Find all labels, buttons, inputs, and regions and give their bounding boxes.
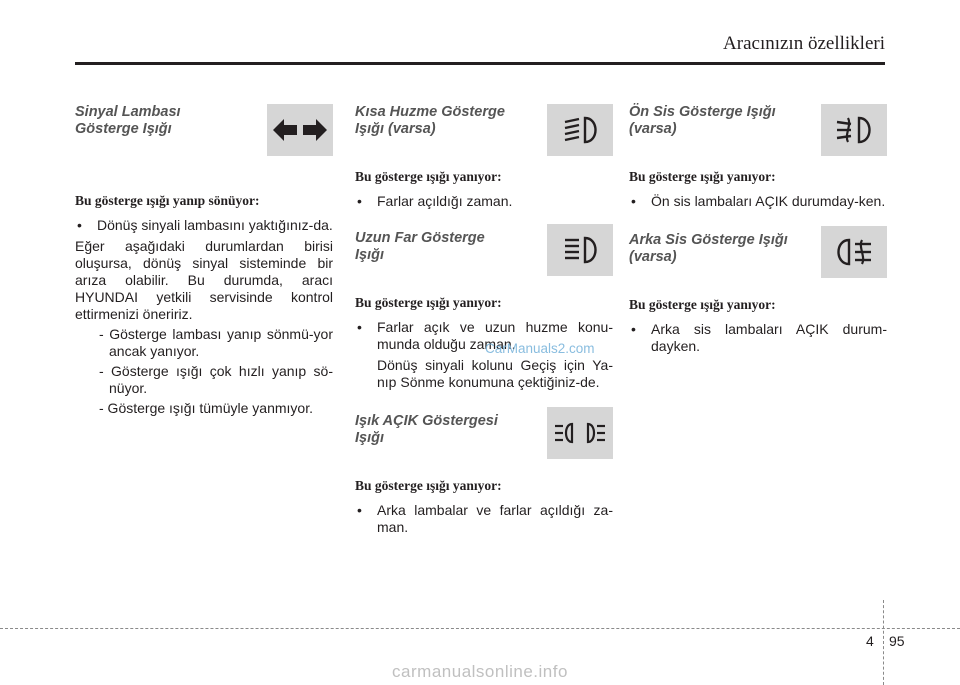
lead-text: Bu gösterge ışığı yanıp sönüyor: bbox=[75, 193, 260, 208]
footer-dashed-rule bbox=[0, 628, 960, 629]
lead-text: Bu gösterge ışığı yanıyor: bbox=[355, 478, 502, 493]
page-number: 95 bbox=[889, 633, 905, 649]
paragraph: Eğer aşağıdaki durumlardan birisi oluşursa, dönüş sinyal sisteminde bir arıza olabilir. Bu durumda, aracı HYUNDAI yetkili servisinde kontrol ettirmenizi öneririz. bbox=[75, 238, 333, 322]
dash-item: - Gösterge lambası yanıp sönmü-yor ancak yanıyor. bbox=[99, 326, 333, 359]
section-heading: Ön Sis Gösterge Işığı (varsa) bbox=[629, 104, 776, 137]
watermark: CarManuals2.com bbox=[485, 341, 595, 356]
section-heading: Uzun Far Gösterge Işığı bbox=[355, 230, 485, 263]
section-heading: Işık AÇIK Göstergesi Işığı bbox=[355, 413, 498, 446]
section-heading: Kısa Huzme Gösterge Işığı (varsa) bbox=[355, 104, 505, 137]
column-3 bbox=[629, 104, 887, 359]
low-beam-icon bbox=[547, 104, 613, 156]
bullet-item: • Farlar açıldığı zaman. bbox=[355, 193, 613, 210]
dash-item: - Gösterge ışığı çok hızlı yanıp sö-nüyor. bbox=[99, 363, 333, 396]
section-heading: Sinyal Lambası Gösterge Işığı bbox=[75, 104, 181, 137]
section-heading: Arka Sis Gösterge Işığı (varsa) bbox=[629, 232, 788, 265]
bullet-item: • Dönüş sinyali lambasını yaktığınız-da. bbox=[75, 217, 333, 234]
site-brand: carmanualsonline.info bbox=[392, 662, 568, 681]
bullet-item: • Arka lambalar ve farlar açıldığı za-man. bbox=[355, 502, 613, 536]
bullet-item: • Farlar açık ve uzun huzme konu-munda olduğu zaman. bbox=[355, 319, 613, 353]
bullet-item: • Ön sis lambaları AÇIK durumday-ken. bbox=[629, 193, 887, 210]
turn-signal-arrows-icon bbox=[267, 104, 333, 156]
high-beam-icon bbox=[547, 224, 613, 276]
lead-text: Bu gösterge ışığı yanıyor: bbox=[629, 297, 776, 312]
lead-text: Bu gösterge ışığı yanıyor: bbox=[355, 295, 502, 310]
bullet-item: • Arka sis lambaları AÇIK durum-dayken. bbox=[629, 321, 887, 355]
page-header-title: Aracınızın özellikleri bbox=[723, 33, 885, 54]
column-1 bbox=[75, 104, 333, 417]
chapter-number: 4 bbox=[866, 633, 874, 649]
rear-fog-icon bbox=[821, 226, 887, 278]
note-text: Dönüş sinyali kolunu Geçiş için Ya-nıp Sönme konumuna çektiğiniz-de. bbox=[377, 357, 613, 390]
lead-text: Bu gösterge ışığı yanıyor: bbox=[629, 169, 776, 184]
front-fog-icon bbox=[821, 104, 887, 156]
header-rule bbox=[75, 62, 885, 65]
column-2 bbox=[355, 104, 613, 540]
lights-on-icon bbox=[547, 407, 613, 459]
dash-item: - Gösterge ışığı tümüyle yanmıyor. bbox=[99, 400, 313, 416]
lead-text: Bu gösterge ışığı yanıyor: bbox=[355, 169, 502, 184]
